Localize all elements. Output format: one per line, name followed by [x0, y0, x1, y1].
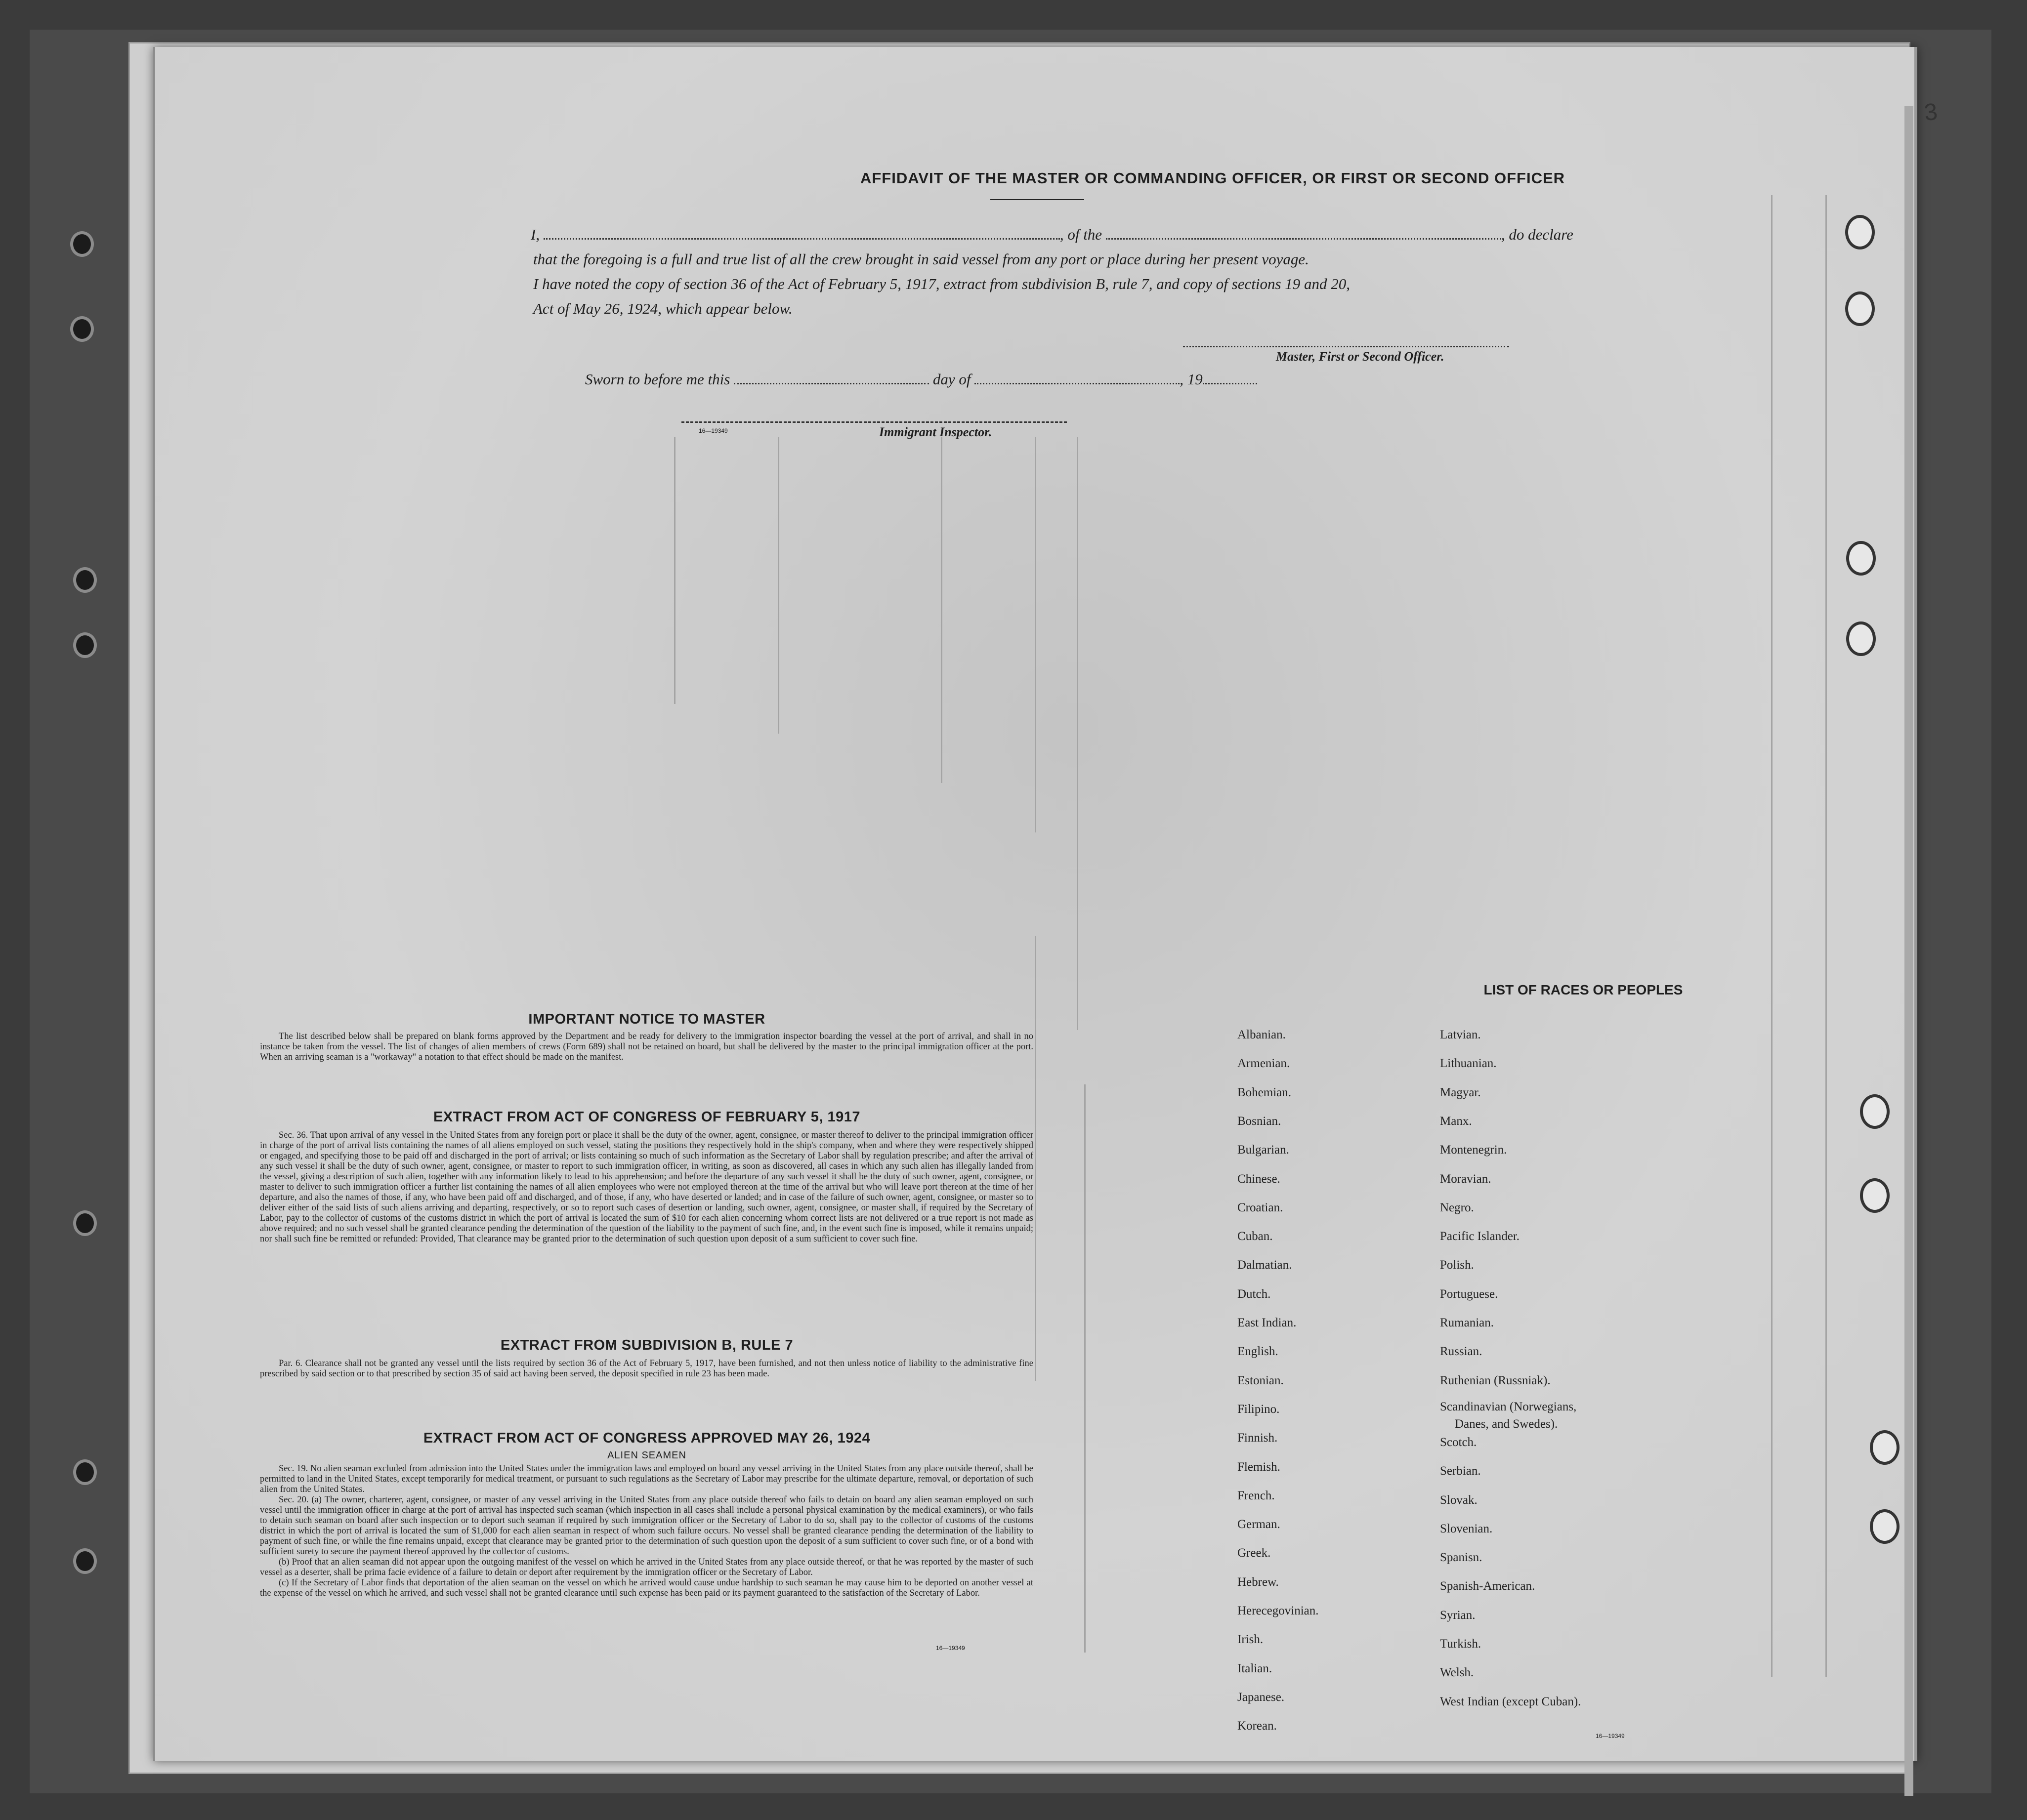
binder-ring	[1845, 215, 1875, 249]
race-item: Herecegovinian.	[1237, 1604, 1319, 1617]
race-item: Montenegrin.	[1440, 1143, 1507, 1157]
race-item: Bohemian.	[1237, 1085, 1292, 1099]
declaration-line-3: I have noted the copy of section 36 of the Act of February 5, 1917, extract from subdivision B, rule 7, and copy of sections 19 and 20,	[533, 275, 1351, 292]
affidavit-title: AFFIDAVIT OF THE MASTER OR COMMANDING OFFICER, OR FIRST OR SECOND OFFICER	[860, 169, 1565, 187]
sworn-month-blank[interactable]	[974, 372, 1180, 384]
declaration-line-1	[531, 222, 1662, 247]
race-item: Slovak.	[1440, 1493, 1478, 1507]
section-19-paragraph: Sec. 19. No alien seaman excluded from admission into the United States under the immigration laws and employed on board any vessel arriving in the United States from any place outside thereof, shall be permitted to land in the United States, except temporarily for medical treatment, or pursuant to such regulations as the Secretary of Labor may prescribe for the ultimate departure, removal, or deportation of such alien from the United States.	[260, 1464, 1033, 1494]
signature-caption: Master, First or Second Officer.	[1276, 349, 1444, 364]
extract-form-number: 16—19349	[936, 1645, 965, 1652]
declaration-i: I,	[531, 226, 540, 243]
binder-hole	[73, 1210, 97, 1236]
bleed-through-line	[941, 437, 942, 783]
affidavit-form-number: 16—19349	[699, 427, 728, 434]
race-item: Korean.	[1237, 1719, 1277, 1733]
binder-hole	[70, 316, 94, 342]
binder-hole	[73, 1459, 97, 1485]
extract-1924-title: EXTRACT FROM ACT OF CONGRESS APPROVED MAY 26, 1924	[423, 1430, 871, 1446]
race-item: Irish.	[1237, 1633, 1264, 1647]
bleed-through-line	[1084, 1084, 1086, 1653]
race-item: Polish.	[1440, 1258, 1474, 1272]
page-corner-number: 3	[1923, 98, 1939, 126]
bleed-through-line	[1035, 437, 1036, 832]
race-item: Russian.	[1440, 1345, 1482, 1359]
bleed-through-line	[674, 437, 676, 704]
race-item: Turkish.	[1440, 1637, 1481, 1651]
binder-ring	[1870, 1430, 1900, 1465]
inspector-signature-blank[interactable]	[681, 421, 1067, 423]
declaration-line-2: that the foregoing is a full and true list of all the crew brought in said vessel from any port or place during her present voyage.	[533, 250, 1309, 268]
binder-ring	[1860, 1178, 1890, 1213]
race-item: Greek.	[1237, 1546, 1271, 1560]
race-item: Welsh.	[1440, 1666, 1474, 1680]
bleed-through-line	[1035, 936, 1036, 1381]
notice-title: IMPORTANT NOTICE TO MASTER	[528, 1011, 765, 1027]
sworn-year-blank[interactable]	[1203, 372, 1257, 384]
binder-hole	[73, 632, 97, 658]
race-item: Italian.	[1237, 1661, 1272, 1675]
race-item: Rumanian.	[1440, 1316, 1494, 1329]
binder-ring	[1870, 1509, 1900, 1544]
race-item: Bulgarian.	[1237, 1143, 1289, 1157]
sworn-day-label: day of	[932, 371, 971, 388]
race-item: Syrian.	[1440, 1608, 1476, 1622]
signature-blank[interactable]	[1183, 346, 1509, 347]
alien-seamen-subtitle: ALIEN SEAMEN	[607, 1450, 686, 1461]
master-name-blank[interactable]	[544, 227, 1060, 240]
extract-1924-text	[260, 1464, 1033, 1599]
race-item: Serbian.	[1440, 1464, 1481, 1478]
race-item: Moravian.	[1440, 1172, 1491, 1186]
race-item: East Indian.	[1237, 1316, 1297, 1329]
race-item: Albanian.	[1237, 1028, 1286, 1041]
binder-hole	[70, 231, 94, 257]
declaration-of-the: , of the	[1059, 226, 1102, 243]
race-item: Croatian.	[1237, 1200, 1283, 1214]
race-item: Spanish-American.	[1440, 1579, 1535, 1593]
sworn-label: Sworn to before me this	[585, 371, 730, 388]
binder-ring	[1845, 291, 1875, 326]
bleed-through-line	[1825, 195, 1827, 1677]
race-item: Japanese.	[1237, 1690, 1285, 1704]
extract-1917-title: EXTRACT FROM ACT OF CONGRESS OF FEBRUARY 5, 1917	[433, 1109, 861, 1125]
race-item: Flemish.	[1237, 1460, 1280, 1474]
binder-ring	[1846, 541, 1876, 576]
bleed-through-line	[1077, 437, 1078, 1030]
race-item: French.	[1237, 1489, 1275, 1502]
notice-text	[260, 1032, 1033, 1063]
race-item: Hebrew.	[1237, 1575, 1279, 1589]
inspector-caption: Immigrant Inspector.	[879, 425, 992, 439]
race-item: Danes, and Swedes).	[1455, 1417, 1558, 1431]
race-item: Slovenian.	[1440, 1522, 1493, 1535]
race-item: Portuguese.	[1440, 1287, 1498, 1301]
race-item: Armenian.	[1237, 1057, 1290, 1071]
form-page	[153, 47, 1939, 1761]
races-title: LIST OF RACES OR PEOPLES	[1483, 982, 1683, 997]
race-item: Pacific Islander.	[1440, 1230, 1520, 1243]
race-item: Negro.	[1440, 1200, 1474, 1214]
binder-hole	[73, 1548, 97, 1574]
race-item: Dalmatian.	[1237, 1258, 1292, 1272]
page-fold	[1904, 106, 1913, 1796]
race-item: Chinese.	[1237, 1172, 1280, 1186]
race-item: Magyar.	[1440, 1085, 1481, 1099]
rule-7-text	[260, 1359, 1033, 1379]
races-form-number: 16—19349	[1596, 1733, 1625, 1739]
race-item: Bosnian.	[1237, 1114, 1281, 1128]
sworn-line	[585, 367, 1573, 392]
race-item: West Indian (except Cuban).	[1440, 1695, 1581, 1708]
race-item: Estonian.	[1237, 1373, 1284, 1387]
section-20b-paragraph: (b) Proof that an alien seaman did not appear upon the outgoing manifest of the vessel on which he arrived in the United States from any place outside thereof, or that he was reported by the master of such vessel as a deserter, shall be prima facie evidence of a failure to detain or deport after requirement by the immigration officer or the Secretary of Labor.	[260, 1557, 1033, 1577]
bleed-through-line	[1771, 195, 1773, 1677]
race-item: Lithuanian.	[1440, 1057, 1497, 1071]
binder-ring	[1860, 1094, 1890, 1129]
race-item: English.	[1237, 1345, 1278, 1359]
race-item: Cuban.	[1237, 1230, 1273, 1243]
declaration-do-declare: , do declare	[1501, 226, 1573, 243]
rule-7-title: EXTRACT FROM SUBDIVISION B, RULE 7	[500, 1337, 794, 1353]
section-36-paragraph: Sec. 36. That upon arrival of any vessel in the United States from any foreign port or place it shall be the duty of the owner, agent, consignee, or master thereof to deliver to the principal immigration officer in charge of the port of arrival lists containing the names of all aliens employed on such vessel, stating the positions they respectively hold in the ship's company, when and where they were respectively shipped or engaged, and specifying those to be paid off and discharged in the port of arrival; or lists containing so much of such information as the Secretary of Labor shall by regulation prescribe; and after the arrival of any such vessel it shall be the duty of such owner, agent, consignee, or master to report to such immigration officer, in writing, as soon as discovered, all cases in which any such alien has illegally landed from the vessel, giving a description of such alien, together with any information likely to lead to his apprehension; and before the departure of any such vessel it shall be the duty of such owner, agent, consignee, or master to deliver to such immigration officer a further list containing the names of all alien employees who were not employed thereon at the time of the arrival but who will leave port thereon at the time of her departure, and also the names of those, if any, who have been paid off and discharged, and of those, if any, who have deserted or landed; and in case of the failure of such owner, agent, consignee, or master so to deliver either of the said lists of such aliens arriving and departing, respectively, or so to report such cases of desertion or landing, such owner, agent, consignee, or master shall, if required by the Secretary of Labor, pay to the collector of customs of the customs district in which the port of arrival is located the sum of $10 for each alien concerning whom correct lists are not delivered or a true report is not made as above required; and no such vessel shall be granted clearance pending the determination of the question of the liability to the payment of such fine, and, in the event such fine is imposed, while it remains unpaid; nor shall such fine be remitted or refunded: Provided, That clearance may be granted prior to the determination of such question upon deposit of a sum sufficient to cover such fine.	[260, 1130, 1033, 1244]
section-20c-paragraph: (c) If the Secretary of Labor finds that deportation of the alien seaman on the vessel on which he arrived would cause undue hardship to such seaman he may cause him to be deported on another vessel at the expense of the vessel on which he arrived, and such vessel shall not be granted clearance until such expense has been paid or its payment guaranteed to the satisfaction of the Secretary of Labor.	[260, 1578, 1033, 1598]
declaration-line-4: Act of May 26, 1924, which appear below.	[533, 300, 793, 317]
race-item: German.	[1237, 1518, 1280, 1531]
vessel-name-blank[interactable]	[1106, 227, 1501, 240]
paragraph-6: Par. 6. Clearance shall not be granted any vessel until the lists required by section 36 of the Act of February 5, 1917, have been furnished, and not then unless notice of liability to the administrative fine prescribed by said section or to that prescribed by section 35 of said act having been served, the deposit specified in rule 23 has been made.	[260, 1359, 1033, 1379]
section-20a-paragraph: Sec. 20. (a) The owner, charterer, agent, consignee, or master of any vessel arriving in the United States from any place outside thereof who fails to detain on board any alien seaman employed on such vessel until the immigration officer in charge at the port of arrival has inspected such seaman (which inspection in all cases shall include a personal physical examination by the medical examiners), or who fails to detain such seaman on board after such inspection or to deport such seaman if required by such immigration officer or the Secretary of Labor to do so, shall pay to the collector of customs of the customs district in which the port of arrival is located the sum of $1,000 for each alien seaman in respect of whom such failure occurs. No vessel shall be granted clearance pending the determination of the liability to payment of such fine, or while the fine remains unpaid, except that clearance may be granted prior to the determination of such question upon the deposit of a sum sufficient to cover such fine, or of a bond with sufficient surety to secure the payment thereof approved by the collector of customs.	[260, 1495, 1033, 1557]
bleed-through-line	[778, 437, 779, 734]
race-item: Spanisn.	[1440, 1551, 1482, 1565]
race-item: Latvian.	[1440, 1028, 1481, 1041]
race-item: Manx.	[1440, 1114, 1472, 1128]
race-item: Filipino.	[1237, 1402, 1280, 1416]
race-item: Scandinavian (Norwegians,	[1440, 1400, 1577, 1413]
sworn-year-label: , 19	[1180, 371, 1203, 388]
race-item: Ruthenian (Russniak).	[1440, 1373, 1551, 1387]
notice-paragraph: The list described below shall be prepared on blank forms approved by the Department and be ready for delivery to the immigration inspector boarding the vessel at the port of arrival, and shall in no instance be taken from the vessel. The list of changes of alien members of crews (Form 689) shall not be retained on board, but shall be delivered by the master to the principal immigration officer at the port. When an arriving seaman is a "workaway" a notation to that effect should be made on the manifest.	[260, 1032, 1033, 1062]
race-item: Dutch.	[1237, 1287, 1271, 1301]
title-rule	[990, 199, 1084, 200]
binder-ring	[1846, 621, 1876, 656]
sworn-day-blank[interactable]	[734, 372, 929, 384]
race-item: Finnish.	[1237, 1431, 1278, 1445]
binder-hole	[73, 567, 97, 593]
race-item: Scotch.	[1440, 1435, 1477, 1449]
extract-1917-text	[260, 1130, 1033, 1244]
